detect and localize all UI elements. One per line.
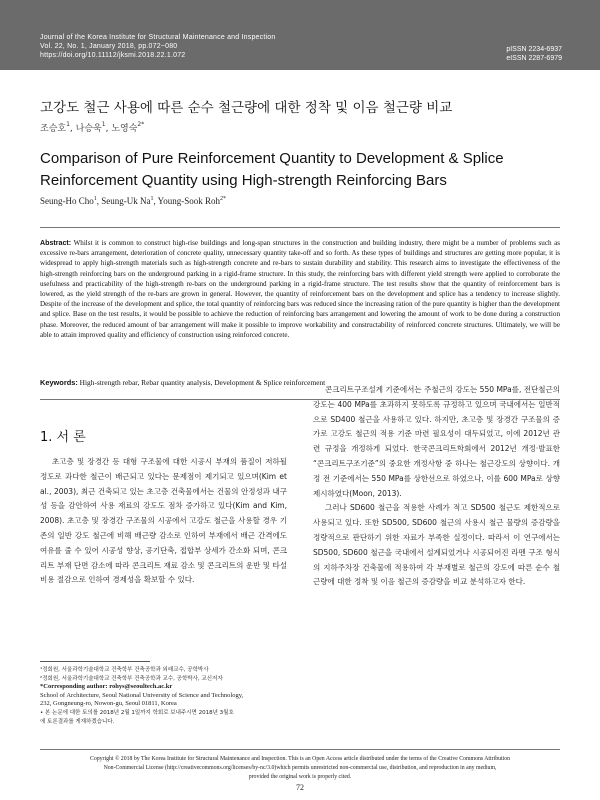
korean-authors: 조승호$^1$, 나승욱$^1$, 노영숙$^{2*}$: [40, 121, 145, 134]
copyright-line: Non-Commercial License (http://creativecommons.org/licenses/by-nc/3.0)which permits unrestricted non-commercial use, distribution, and reproduction in any medium,: [103, 764, 497, 771]
page-number: 72: [296, 783, 304, 792]
address-line: School of Architecture, Seoul National University of Science and Technology,: [40, 691, 244, 699]
paragraph: 콘크리트구조설계 기준에서는 주철근의 강도는 550 MPa를, 전단철근의 강도는 400 MPa를 초과하지 못하도록 규정하고 있으며 국내에서는 일반적으로 SD400 철근을 사용하고 있다. 하지만, 초고층 및 장경간 구조물의 증가로 고강도 철근의 적용 기준 마련 필요성이 대두되었고, 이에 2012년 관련 규정을 개정하게 되었다. 한국콘크리트학회에서 2012년 개정·발표한 “콘크리트구조기준”의 중요한 개정사항 중 하나는 철근강도의 상향이다. 개정 전 기준에서는 550 MPa를 상한선으로 하였으나, 이를 600 MPa로 상향 제시하였다(Moon, 2013).: [313, 385, 560, 498]
right-column: [313, 383, 560, 590]
author-name: Seung-Ho Cho: [40, 196, 94, 206]
footnote: 에 토론결과를 게재하겠습니다.: [40, 718, 115, 725]
section-heading: 1. 서 론: [40, 430, 86, 445]
affiliation-mark: 1: [101, 121, 106, 128]
affiliation-mark: 1: [93, 196, 97, 202]
copyright: [40, 755, 560, 781]
abstract-label: Abstract:: [40, 239, 72, 247]
journal-doi[interactable]: https://doi.org/10.11112/jksmi.2018.22.1.072: [40, 52, 186, 59]
abstract: [40, 238, 560, 340]
paragraph: 그러나 SD600 철근을 적용한 사례가 적고 SD500 철근도 제한적으로 사용되고 있다. 또한 SD500, SD600 철근의 사용시 철근 물량의 증감량을 정량적으로 판단하기 위한 자료가 부족한 실정이다. 따라서 이 연구에서는 SD500, SD600 철근을 국내에서 설계되었거나 시공되어진 라멘 구조 형식의 지하주차장 건축물에 적용하여 각 부재별로 철근의 강도에 따른 순수 철근량에 대한 정착 및 이음 철근의 증감량을 비교 분석하고자 한다.: [313, 503, 560, 587]
address-line: 232, Gongneung-ro, Nowon-gu, Seoul 01811, Korea: [40, 700, 177, 708]
affiliation-mark: 1: [150, 196, 154, 202]
footnote: ¹정회원, 서울과학기술대학교 건축학부 건축공학과 외래교수, 공학박사: [40, 667, 209, 673]
divider: [40, 227, 560, 228]
affiliation-mark: 2*: [137, 121, 145, 128]
english-title-line: Comparison of Pure Reinforcement Quantity to Development & Splice: [40, 150, 504, 167]
journal-name: Journal of the Korea Institute for Structural Maintenance and Inspection: [40, 34, 276, 41]
journal-header: [0, 0, 600, 70]
eissn: eISSN 2287-6979: [506, 55, 562, 62]
affiliation-mark: 1: [66, 121, 70, 128]
keywords-text: High-strength rebar, Rebar quantity analysis, Development & Splice reinforcement: [79, 378, 326, 387]
author-name: Young-Sook Roh: [157, 196, 221, 206]
copyright-line: provided the original work is properly cited.: [248, 773, 352, 780]
abstract-text: Whilst it is common to construct high-rise buildings and long-span structures in the construction and building industry, there might be a number of problems such as excessive re-bars arrangement, deterioration of concrete quality, unnecessary quantity take-off and so forth. As these types of buildings and structures are getting more popular, it is widespread to apply high-strength materials such as high-strength concrete and re-bars to sustain durability and stability. This research aims to investigate the effectiveness of the high-strength reinforcing bars on the underground parking in a rigid-frame structure. In this study, the reinforcing bars with different yield strength were applied to corroborate the usefulness and practicability of the high-strength re-bars on the underground parking in a rigid-frame structure. The test results show that the quantity of reinforcement bars is lowered, as the yield strength of the re-bars are grown in general. However, the quantity of reinforcement bars on the development and splice has a tendency to increase slightly. Despite of the increase of the development and splice, the total quantity of reinforcing bars was reduced since the increasing ration of the pure quantity is higher than the development and splice. Base on the test results, it would be possible to achieve the reduction of reinforcing bars arrangement and lowering the amount of work to be done during a construction phase. Moreover, the reduced amount of bar arrangement will make it possible to improve workability and constructability of reinforced concrete structures. Ultimately, we will be able to attain improved quality and efficiency of construction using reinforced concrete.: [40, 239, 560, 339]
copyright-line: Copyright © 2018 by The Korea Institute for Structural Maintenance and Inspection. This is an Open Access article distributed under the terms of the Creative Commons Attribution: [89, 756, 511, 762]
english-title-line: Reinforcement Quantity using High-strength Reinforcing Bars: [40, 172, 447, 189]
author-name: 조승호: [40, 124, 67, 134]
english-title: [40, 148, 560, 192]
author-name: Seung-Uk Na: [101, 196, 151, 206]
english-authors: Seung-Ho Cho$^1$, Seung-Uk Na$^1$, Young-Sook Roh$^{2*}$: [40, 196, 227, 206]
journal-volume: Vol. 22, No. 1, January 2018, pp.072~080: [40, 43, 178, 50]
divider: [40, 749, 560, 750]
keywords-label: Keywords:: [40, 378, 78, 387]
corresponding-author: *Corresponding author: rohys@seoultech.ac.kr: [40, 683, 173, 691]
footnote: ²정회원, 서울과학기술대학교 건축학부 건축공학과 교수, 공학박사, 교신저자: [40, 675, 223, 682]
footnotes: [40, 666, 287, 726]
left-column: [40, 455, 287, 588]
pissn: pISSN 2234-6937: [506, 46, 562, 53]
paragraph: 초고층 및 장경간 등 대형 구조물에 대한 시공시 부재의 품질이 저하될 정도로 과다한 철근이 배근되고 있다는 문제점이 제기되고 있으며(Kim et al., 2003), 최근 건축되고 있는 초고층 건축물에서는 건물의 안정성과 내구성 등을 감안하여 사용 재료의 강도도 점차 증가하고 있다(Kim and Kim, 2008). 초고층 및 장경간 구조물의 시공에서 고강도 철근을 사용할 경우 기존의 일반 강도 철근에 비해 배근량 감소로 인하여 부재에서 배근 간격에도 여유를 줄 수 있어 시공성 향상, 공기단축, 접합부 상세가 간소화 되며, 콘크리트 부재 단면 감소에 따라 콘크리트 재료 감소 및 콘크리트의 운반 및 타설 비용 절감으로 인하여 경제성을 확보할 수 있다.: [40, 457, 287, 585]
korean-title: 고강도 철근 사용에 따른 순수 철근량에 대한 정착 및 이음 철근량 비교: [40, 100, 453, 116]
footnote-divider: [40, 661, 150, 662]
author-name: 노영숙: [111, 124, 138, 134]
author-name: 나승욱: [75, 124, 102, 134]
footnote: • 본 논문에 대한 토의를 2018년 2월 1일까지 학회로 보내주시면 2018년 3월호: [40, 709, 234, 716]
affiliation-mark: 2*: [220, 196, 227, 202]
